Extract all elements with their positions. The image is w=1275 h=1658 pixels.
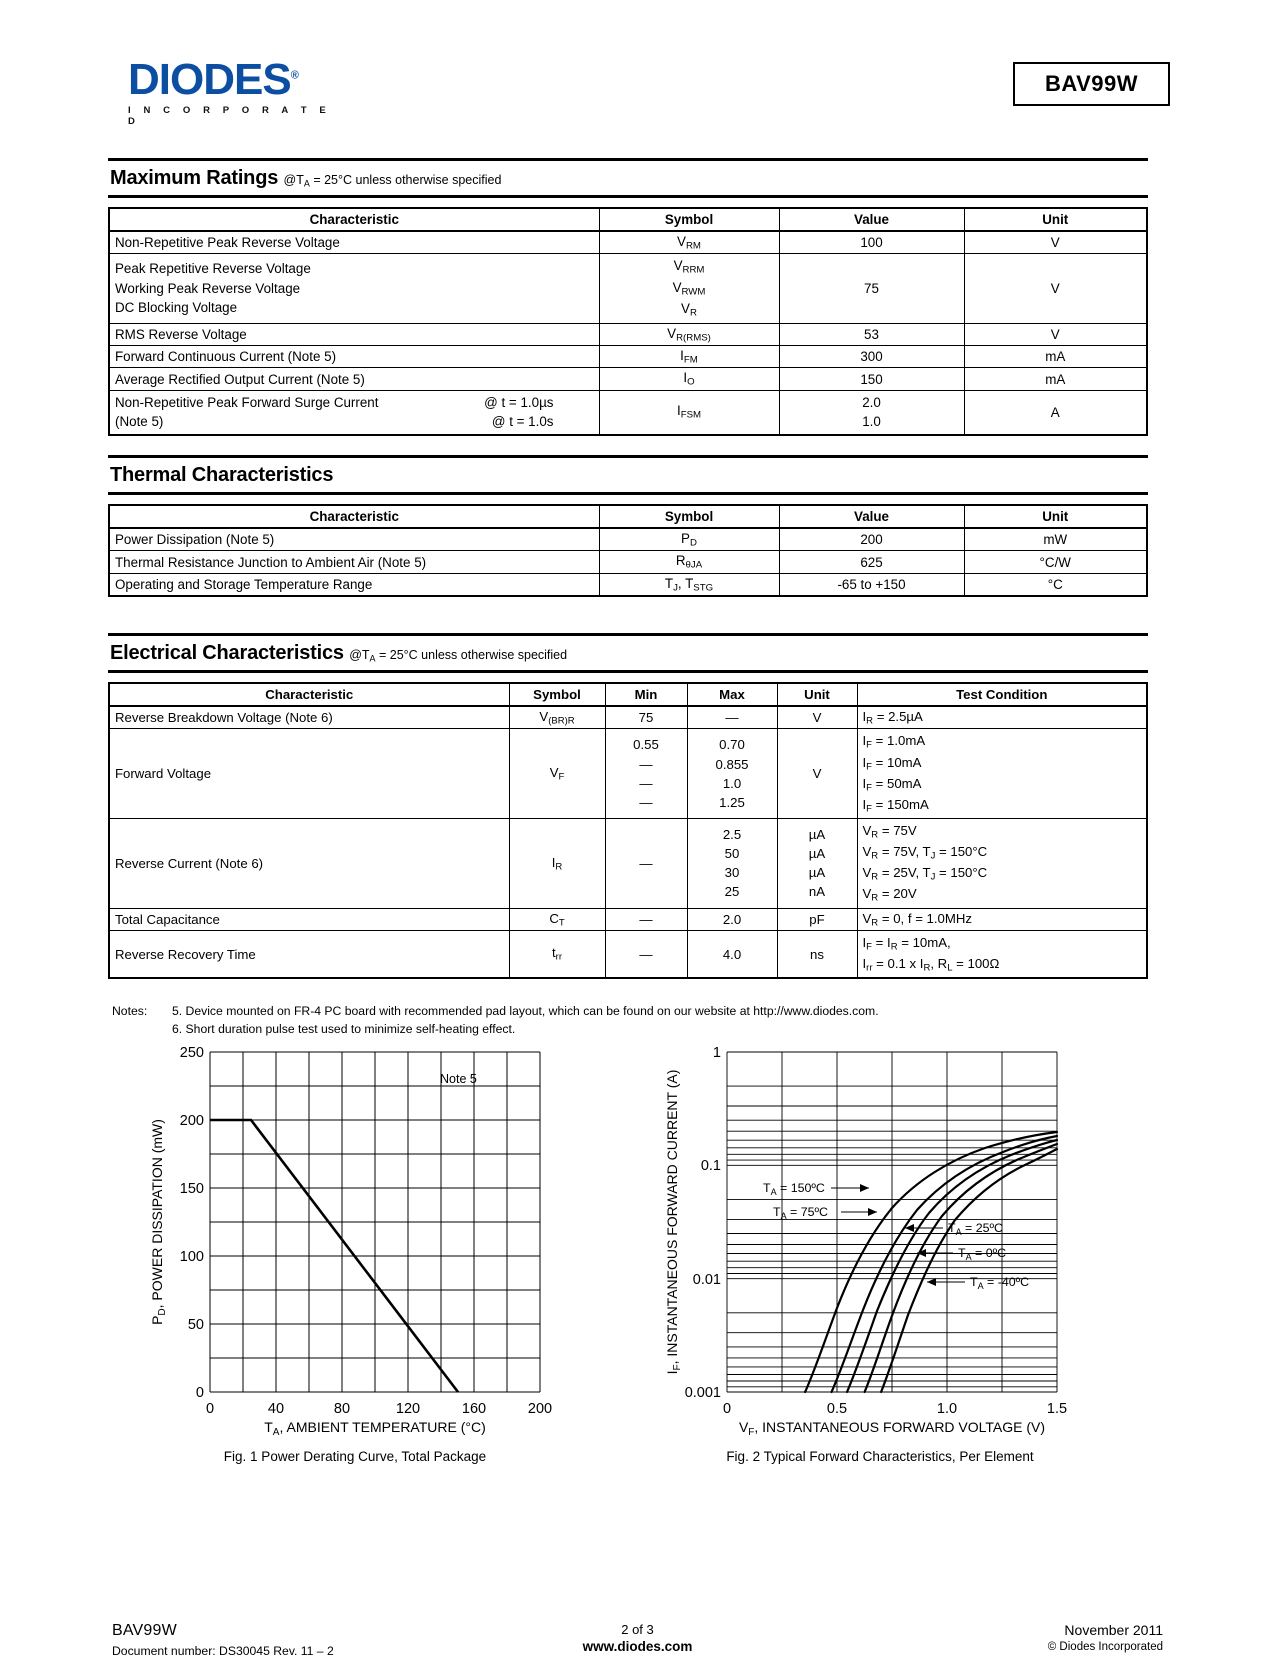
table-row bbox=[109, 231, 1147, 254]
table-row bbox=[109, 345, 1147, 367]
cell-unit: °C/W bbox=[964, 551, 1147, 573]
col-unit: Unit bbox=[964, 505, 1147, 528]
divider bbox=[108, 492, 1148, 495]
fig2-plot bbox=[655, 1040, 1105, 1440]
logo-wordmark bbox=[128, 55, 348, 104]
fig2-annotations bbox=[763, 1181, 1029, 1291]
cell-max: 2.0 bbox=[687, 908, 777, 930]
table-head bbox=[109, 208, 1147, 231]
part-number-box: BAV99W bbox=[1013, 62, 1170, 106]
fig1-note-annotation: Note 5 bbox=[440, 1072, 477, 1086]
fig1-ytick: 200 bbox=[179, 1113, 204, 1129]
fig1-x-ticks bbox=[206, 1401, 552, 1417]
cell-symbol: $t_{rr}$ bbox=[509, 930, 605, 978]
fig2-ytick: 0.1 bbox=[700, 1158, 721, 1174]
table-body bbox=[109, 706, 1147, 978]
table-row bbox=[109, 706, 1147, 729]
table-header-row bbox=[109, 505, 1147, 528]
col-characteristic: Characteristic bbox=[109, 683, 509, 706]
fig2-xtick: 1.5 bbox=[1046, 1401, 1068, 1417]
cell-min: 75 bbox=[605, 706, 687, 729]
col-min: Min bbox=[605, 683, 687, 706]
cell-test-condition: $V_R = 0$, f = 1.0MHz bbox=[857, 908, 1147, 930]
footer-document-number: Document number: DS30045 Rev. 11 – 2 bbox=[112, 1644, 334, 1658]
thermal-characteristics-title: Thermal Characteristics bbox=[110, 464, 334, 486]
cell-symbol: $V_F$ bbox=[509, 729, 605, 819]
footer-right bbox=[1048, 1622, 1163, 1653]
footer-part-number: BAV99W bbox=[112, 1622, 177, 1639]
table-row bbox=[109, 368, 1147, 390]
fig2-y-axis-label: $I_F$, INSTANTANEOUS FORWARD CURRENT (A) bbox=[664, 1069, 683, 1375]
cell-characteristic: Thermal Resistance Junction to Ambient Air (Note 5) bbox=[109, 551, 599, 573]
figure-1-caption: Fig. 1 Power Derating Curve, Total Package bbox=[223, 1449, 487, 1464]
footer-page-number: 2 of 3 bbox=[621, 1622, 654, 1637]
col-unit: Unit bbox=[964, 208, 1147, 231]
fig1-xtick: 160 bbox=[461, 1401, 487, 1417]
fig2-label-75c: $T_A$ = 75ºC bbox=[773, 1205, 828, 1221]
cell-min: — bbox=[605, 818, 687, 908]
footer-copyright: © Diodes Incorporated bbox=[1047, 1641, 1163, 1653]
cell-characteristic: Forward Continuous Current (Note 5) bbox=[109, 345, 599, 367]
figure-2-caption: Fig. 2 Typical Forward Characteristics, Per Element bbox=[726, 1449, 1034, 1464]
table-body bbox=[109, 231, 1147, 435]
cell-value: 200 bbox=[779, 528, 964, 551]
fig1-xtick: 80 bbox=[333, 1401, 351, 1417]
cell-symbol: $C_T$ bbox=[509, 908, 605, 930]
col-test-condition: Test Condition bbox=[857, 683, 1147, 706]
col-characteristic: Characteristic bbox=[109, 208, 599, 231]
cell-test-condition: $I_R = 2.5\mu A$ bbox=[857, 706, 1147, 729]
fig1-y-ticks bbox=[180, 1045, 204, 1401]
cell-max: — bbox=[687, 706, 777, 729]
note-item: 5. Device mounted on FR-4 PC board with recommended pad layout, which can be found on our website at http://www.diodes.com. bbox=[172, 1004, 879, 1018]
fig2-ytick: 0.001 bbox=[684, 1385, 721, 1401]
fig2-xtick: 0.5 bbox=[826, 1401, 848, 1417]
table-row bbox=[109, 528, 1147, 551]
cell-max: 0.70 0.855 1.0 1.25 bbox=[687, 729, 777, 819]
cell-unit: A bbox=[964, 390, 1147, 434]
cell-min: — bbox=[605, 908, 687, 930]
cell-value: 2.0 1.0 bbox=[779, 390, 964, 434]
maximum-ratings-title bbox=[108, 161, 1148, 195]
cell-min: 0.55 — — — bbox=[605, 729, 687, 819]
cell-symbol: $T_J$, $T_{STG}$ bbox=[599, 573, 779, 596]
col-characteristic: Characteristic bbox=[109, 505, 599, 528]
fig2-ytick: 1 bbox=[712, 1045, 721, 1061]
fig1-x-axis-label: $T_A$, AMBIENT TEMPERATURE (°C) bbox=[264, 1419, 486, 1438]
fig2-curve-minus40c bbox=[881, 1149, 1057, 1392]
cell-value: 53 bbox=[779, 323, 964, 345]
table-head bbox=[109, 505, 1147, 528]
col-symbol: Symbol bbox=[599, 505, 779, 528]
col-unit: Unit bbox=[777, 683, 857, 706]
cell-value: 100 bbox=[779, 231, 964, 254]
notes-label: Notes: bbox=[112, 1004, 148, 1018]
electrical-characteristics-table bbox=[108, 682, 1148, 979]
cell-unit: V bbox=[964, 323, 1147, 345]
section-heading-text: Electrical Characteristics bbox=[110, 642, 344, 664]
cell-unit: °C bbox=[964, 573, 1147, 596]
fig2-ytick: 0.01 bbox=[692, 1272, 721, 1288]
table-row bbox=[109, 930, 1147, 978]
cell-test-condition: $V_R = 75V$ $V_R = 75V$, $T_J = 150^\circ C$ $V_R = 25V$, $T_J = 150^\circ C$ $V_R = 20V$ bbox=[857, 818, 1147, 908]
cell-value: 300 bbox=[779, 345, 964, 367]
maximum-ratings-condition: $@T_A = 25^\circ C$ unless otherwise specified bbox=[283, 173, 502, 189]
cell-symbol: $I_{FM}$ bbox=[599, 345, 779, 367]
logo-word-text: DIODES bbox=[128, 55, 291, 104]
cell-unit: pF bbox=[777, 908, 857, 930]
fig2-curve-75c bbox=[832, 1136, 1058, 1392]
col-max: Max bbox=[687, 683, 777, 706]
fig1-ytick: 150 bbox=[179, 1181, 204, 1197]
cell-characteristic: Reverse Current (Note 6) bbox=[109, 818, 509, 908]
cell-unit: V bbox=[777, 729, 857, 819]
cell-unit: V bbox=[777, 706, 857, 729]
divider bbox=[108, 670, 1148, 673]
cell-symbol: $I_{FSM}$ bbox=[599, 390, 779, 434]
footer-website-link[interactable]: www.diodes.com bbox=[582, 1639, 693, 1654]
table-head bbox=[109, 683, 1147, 706]
table-row bbox=[109, 551, 1147, 573]
registered-mark-icon: ® bbox=[290, 69, 298, 82]
cell-unit: V bbox=[964, 231, 1147, 254]
cell-min: — bbox=[605, 930, 687, 978]
fig2-label-25c: $T_A$ = 25ºC bbox=[948, 1221, 1003, 1237]
note-item: 6. Short duration pulse test used to minimize self-heating effect. bbox=[172, 1021, 516, 1036]
cell-value: 75 bbox=[779, 254, 964, 323]
cell-value: 150 bbox=[779, 368, 964, 390]
table-row bbox=[109, 390, 1147, 434]
cell-symbol: $V_{RM}$ bbox=[599, 231, 779, 254]
cell-value: 625 bbox=[779, 551, 964, 573]
cell-characteristic: Non-Repetitive Peak Forward Surge Current @ t = 1.0µs (Note 5) @ t = 1.0s bbox=[109, 390, 599, 434]
cell-characteristic: Average Rectified Output Current (Note 5) bbox=[109, 368, 599, 390]
cell-symbol: $R_{\theta JA}$ bbox=[599, 551, 779, 573]
fig2-x-axis-label: $V_F$, INSTANTANEOUS FORWARD VOLTAGE (V) bbox=[738, 1419, 1046, 1438]
footer-date: November 2011 bbox=[1064, 1622, 1163, 1638]
fig2-label-0c: $T_A$ = 0ºC bbox=[958, 1246, 1007, 1262]
table-row bbox=[109, 818, 1147, 908]
cell-characteristic: Total Capacitance bbox=[109, 908, 509, 930]
cell-unit: µA µA µA nA bbox=[777, 818, 857, 908]
cell-unit: ns bbox=[777, 930, 857, 978]
table-row bbox=[109, 729, 1147, 819]
maximum-ratings-section bbox=[108, 158, 1148, 436]
fig2-label-minus40c: $T_A$ = -40ºC bbox=[970, 1275, 1030, 1291]
electrical-characteristics-condition: $@T_A = 25^\circ C$ unless otherwise specified bbox=[349, 648, 568, 664]
cell-symbol: $V_{(BR)R}$ bbox=[509, 706, 605, 729]
cell-characteristic: Operating and Storage Temperature Range bbox=[109, 573, 599, 596]
table-row bbox=[109, 323, 1147, 345]
col-value: Value bbox=[779, 208, 964, 231]
cell-unit: mA bbox=[964, 345, 1147, 367]
notes-list bbox=[172, 1003, 1162, 1038]
fig1-ytick: 100 bbox=[179, 1249, 204, 1265]
section-heading-text: Maximum Ratings bbox=[110, 167, 279, 189]
cell-symbol: $I_R$ bbox=[509, 818, 605, 908]
electrical-characteristics-section bbox=[108, 633, 1148, 979]
cell-symbol: $P_D$ bbox=[599, 528, 779, 551]
fig2-curves bbox=[805, 1132, 1057, 1392]
electrical-characteristics-title bbox=[108, 636, 1148, 670]
cell-characteristic: Forward Voltage bbox=[109, 729, 509, 819]
figure-2 bbox=[655, 1040, 1105, 1464]
fig2-xtick: 1.0 bbox=[936, 1401, 958, 1417]
cell-symbol: $V_{RRM}$ $V_{RWM}$ $V_R$ bbox=[599, 254, 779, 323]
diodes-logo bbox=[128, 55, 348, 127]
thermal-characteristics-section bbox=[108, 455, 1148, 597]
fig1-ytick: 0 bbox=[195, 1385, 204, 1401]
fig1-plot bbox=[140, 1040, 570, 1440]
notes-block bbox=[112, 1003, 1162, 1038]
fig1-ytick: 250 bbox=[179, 1045, 204, 1061]
figure-1 bbox=[140, 1040, 570, 1464]
table-body bbox=[109, 528, 1147, 596]
table-row bbox=[109, 254, 1147, 323]
cell-test-condition: $I_F = 1.0mA$ $I_F = 10mA$ $I_F = 50mA$ $I_F = 150mA$ bbox=[857, 729, 1147, 819]
page-header bbox=[0, 40, 1275, 145]
fig1-xtick: 200 bbox=[527, 1401, 553, 1417]
fig2-x-ticks bbox=[723, 1401, 1067, 1417]
col-symbol: Symbol bbox=[509, 683, 605, 706]
fig1-xtick: 40 bbox=[267, 1401, 285, 1417]
fig1-xtick: 0 bbox=[205, 1401, 215, 1417]
fig1-ytick: 50 bbox=[187, 1317, 204, 1333]
cell-characteristic: Reverse Breakdown Voltage (Note 6) bbox=[109, 706, 509, 729]
cell-unit: mW bbox=[964, 528, 1147, 551]
col-symbol: Symbol bbox=[599, 208, 779, 231]
table-row bbox=[109, 908, 1147, 930]
fig2-gridlines bbox=[727, 1052, 1057, 1392]
divider bbox=[108, 195, 1148, 198]
fig1-xtick: 120 bbox=[395, 1401, 421, 1417]
thermal-characteristics-table bbox=[108, 504, 1148, 597]
cell-symbol: $I_O$ bbox=[599, 368, 779, 390]
cell-characteristic: Peak Repetitive Reverse Voltage Working Peak Reverse Voltage DC Blocking Voltage bbox=[109, 254, 599, 323]
table-header-row bbox=[109, 683, 1147, 706]
cell-unit: mA bbox=[964, 368, 1147, 390]
cell-characteristic: Power Dissipation (Note 5) bbox=[109, 528, 599, 551]
logo-subtext: I N C O R P O R A T E D bbox=[128, 105, 331, 127]
cell-characteristic: RMS Reverse Voltage bbox=[109, 323, 599, 345]
cell-symbol: $V_{R(RMS)}$ bbox=[599, 323, 779, 345]
fig2-y-ticks bbox=[685, 1045, 721, 1401]
table-header-row bbox=[109, 208, 1147, 231]
cell-value: -65 to +150 bbox=[779, 573, 964, 596]
cell-max: 4.0 bbox=[687, 930, 777, 978]
cell-characteristic: Non-Repetitive Peak Reverse Voltage bbox=[109, 231, 599, 254]
cell-test-condition: $I_F = I_R = 10mA$, $I_{rr} = 0.1$ x $I_R$, $R_L = 100\Omega$ bbox=[857, 930, 1147, 978]
maximum-ratings-table bbox=[108, 207, 1148, 436]
fig2-xtick: 0 bbox=[722, 1401, 732, 1417]
table-row bbox=[109, 573, 1147, 596]
fig2-label-150c: $T_A$ = 150ºC bbox=[763, 1181, 825, 1197]
cell-characteristic: Reverse Recovery Time bbox=[109, 930, 509, 978]
col-value: Value bbox=[779, 505, 964, 528]
fig1-gridlines bbox=[210, 1052, 540, 1392]
cell-unit: V bbox=[964, 254, 1147, 323]
fig1-y-axis-label: $P_D$, POWER DISSIPATION (mW) bbox=[149, 1119, 168, 1325]
cell-max: 2.5 50 30 25 bbox=[687, 818, 777, 908]
